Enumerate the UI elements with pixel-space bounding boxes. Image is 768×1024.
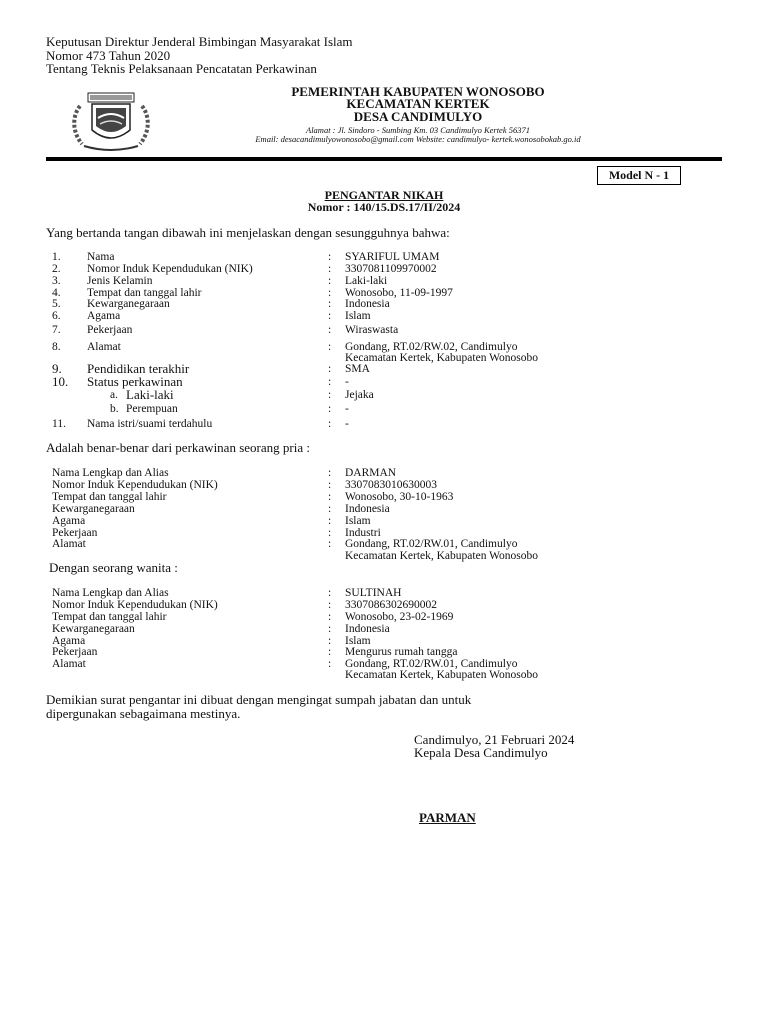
field-value: SYARIFUL UMAM bbox=[345, 251, 440, 263]
field-label: Alamat bbox=[52, 658, 86, 670]
closing-line-1: Demikian surat pengantar ini dibuat dengan mengingat sumpah jabatan dan untuk bbox=[46, 692, 472, 707]
field-value: Wiraswasta bbox=[345, 324, 399, 336]
field-label: Agama bbox=[52, 515, 86, 527]
field-value: Wonosobo, 30-10-1963 bbox=[345, 491, 454, 503]
regulation-line-2: Nomor 473 Tahun 2020 bbox=[46, 47, 171, 63]
field-label: Alamat bbox=[52, 538, 86, 550]
field-label: Pekerjaan bbox=[52, 527, 98, 539]
field-value: - bbox=[345, 376, 349, 388]
field-label: Nama Lengkap dan Alias bbox=[52, 467, 169, 479]
regulation-reference bbox=[46, 35, 353, 76]
mother-intro: Dengan seorang wanita : bbox=[49, 560, 178, 575]
field-label: Nama istri/suami terdahulu bbox=[87, 418, 213, 430]
field-value: - bbox=[345, 403, 349, 415]
field-colon: : bbox=[328, 599, 332, 611]
field-colon: : bbox=[328, 587, 332, 599]
field-colon: : bbox=[328, 467, 332, 479]
field-colon: : bbox=[328, 418, 332, 430]
place-and-date: Candimulyo, 21 Februari 2024 bbox=[414, 732, 575, 747]
regency-emblem-icon bbox=[68, 88, 154, 154]
field-value: Gondang, RT.02/RW.02, Candimulyo bbox=[345, 341, 518, 353]
field-value: Islam bbox=[345, 310, 371, 322]
field-number: 11. bbox=[52, 418, 66, 430]
field-value: Jejaka bbox=[345, 389, 374, 401]
field-label: Tempat dan tanggal lahir bbox=[52, 611, 167, 623]
regulation-line-3: Tentang Teknis Pelaksanaan Pencatatan Perkawinan bbox=[46, 61, 317, 76]
field-label: Pekerjaan bbox=[87, 324, 133, 336]
field-colon: : bbox=[328, 263, 332, 275]
field-value: SULTINAH bbox=[345, 587, 402, 599]
field-colon: : bbox=[328, 503, 332, 515]
field-value: Indonesia bbox=[345, 623, 390, 635]
intro-statement: Yang bertanda tangan dibawah ini menjelaskan dengan sesungguhnya bahwa: bbox=[46, 225, 450, 240]
field-number: 9. bbox=[52, 361, 62, 376]
field-label: Nomor Induk Kependudukan (NIK) bbox=[87, 263, 253, 275]
field-value: Wonosobo, 11-09-1997 bbox=[345, 287, 453, 299]
sub-field-letter: b. bbox=[110, 403, 119, 415]
field-value: 3307083010630003 bbox=[345, 479, 437, 491]
field-label: Nomor Induk Kependudukan (NIK) bbox=[52, 599, 218, 611]
letterhead-village: DESA CANDIMULYO bbox=[353, 109, 483, 124]
closing-line-2: dipergunakan sebagaimana mestinya. bbox=[46, 706, 241, 721]
field-value: SMA bbox=[345, 363, 370, 375]
field-value: Indonesia bbox=[345, 503, 390, 515]
field-value: Laki-laki bbox=[345, 275, 388, 287]
field-label: Pendidikan terakhir bbox=[87, 361, 190, 376]
model-label: Model N - 1 bbox=[597, 166, 681, 185]
field-label: Nama Lengkap dan Alias bbox=[52, 587, 169, 599]
field-colon: : bbox=[328, 298, 332, 310]
field-colon: : bbox=[328, 310, 332, 322]
field-colon: : bbox=[328, 491, 332, 503]
field-value: Mengurus rumah tangga bbox=[345, 646, 458, 658]
field-value-continued: Kecamatan Kertek, Kabupaten Wonosobo bbox=[345, 550, 539, 562]
field-colon: : bbox=[328, 538, 332, 550]
field-label: Tempat dan tanggal lahir bbox=[52, 491, 167, 503]
signer-position: Kepala Desa Candimulyo bbox=[414, 745, 548, 760]
field-number: 7. bbox=[52, 324, 61, 336]
field-colon: : bbox=[328, 389, 332, 401]
field-colon: : bbox=[328, 658, 332, 670]
field-number: 6. bbox=[52, 310, 61, 322]
field-colon: : bbox=[328, 275, 332, 287]
sub-field-label: Perempuan bbox=[126, 403, 178, 415]
field-label: Nama bbox=[87, 251, 115, 263]
field-colon: : bbox=[328, 324, 332, 336]
regulation-line-1: Keputusan Direktur Jenderal Bimbingan Masyarakat Islam bbox=[46, 34, 353, 49]
field-colon: : bbox=[328, 635, 332, 647]
field-value: Islam bbox=[345, 635, 371, 647]
field-colon: : bbox=[328, 341, 332, 353]
field-value-continued: Kecamatan Kertek, Kabupaten Wonosobo bbox=[345, 669, 539, 681]
field-value: Wonosobo, 23-02-1969 bbox=[345, 611, 454, 623]
field-label: Agama bbox=[52, 635, 86, 647]
sub-field-label: Laki-laki bbox=[126, 387, 174, 402]
field-label: Status perkawinan bbox=[87, 374, 183, 389]
father-intro: Adalah benar-benar dari perkawinan seorang pria : bbox=[46, 440, 310, 455]
letterhead-district: KECAMATAN KERTEK bbox=[346, 96, 490, 111]
field-colon: : bbox=[328, 527, 332, 539]
field-colon: : bbox=[328, 611, 332, 623]
field-label: Kewarganegaraan bbox=[52, 623, 135, 635]
field-colon: : bbox=[328, 515, 332, 527]
field-value: 3307086302690002 bbox=[345, 599, 437, 611]
field-number: 3. bbox=[52, 275, 61, 287]
field-value: - bbox=[345, 418, 349, 430]
document-number: Nomor : 140/15.DS.17/II/2024 bbox=[307, 200, 461, 214]
sub-field-letter: a. bbox=[110, 389, 118, 401]
field-value: Gondang, RT.02/RW.01, Candimulyo bbox=[345, 538, 518, 550]
field-colon: : bbox=[328, 287, 332, 299]
letterhead-government: PEMERINTAH KABUPATEN WONOSOBO bbox=[291, 84, 545, 99]
field-label: Nomor Induk Kependudukan (NIK) bbox=[52, 479, 218, 491]
field-label: Jenis Kelamin bbox=[87, 275, 153, 287]
field-number: 1. bbox=[52, 251, 61, 263]
field-colon: : bbox=[328, 479, 332, 491]
field-number: 2. bbox=[52, 263, 61, 275]
letterhead-divider bbox=[46, 157, 722, 161]
field-number: 8. bbox=[52, 341, 61, 353]
signer-name: PARMAN bbox=[419, 810, 476, 825]
field-number: 10. bbox=[52, 374, 69, 389]
field-value: 3307081109970002 bbox=[345, 263, 437, 275]
letterhead-address: Alamat : Jl. Sindoro - Sumbing Km. 03 Candimulyo Kertek 56371 bbox=[306, 125, 530, 135]
field-colon: : bbox=[328, 623, 332, 635]
field-colon: : bbox=[328, 251, 332, 263]
field-value: Islam bbox=[345, 515, 371, 527]
field-label: Agama bbox=[87, 310, 121, 322]
field-value: Gondang, RT.02/RW.01, Candimulyo bbox=[345, 658, 518, 670]
field-label: Kewarganegaraan bbox=[52, 503, 135, 515]
field-colon: : bbox=[328, 376, 332, 388]
field-colon: : bbox=[328, 403, 332, 415]
field-value: DARMAN bbox=[345, 467, 397, 479]
field-number: 4. bbox=[52, 287, 61, 299]
field-number: 5. bbox=[52, 298, 61, 310]
field-value-continued: Kecamatan Kertek, Kabupaten Wonosobo bbox=[345, 352, 539, 364]
field-colon: : bbox=[328, 363, 332, 375]
field-value: Indonesia bbox=[345, 298, 390, 310]
field-label: Kewarganegaraan bbox=[87, 298, 170, 310]
field-label: Pekerjaan bbox=[52, 646, 98, 658]
field-value: Industri bbox=[345, 527, 381, 539]
field-label: Alamat bbox=[87, 341, 121, 353]
letterhead-contact: Email: desacandimulyowonosobo@gmail.com Website: candimulyo- kertek.wonosobokab.go.id bbox=[255, 134, 581, 144]
document-title: PENGANTAR NIKAH bbox=[324, 188, 444, 202]
field-colon: : bbox=[328, 646, 332, 658]
field-label: Tempat dan tanggal lahir bbox=[87, 287, 202, 299]
